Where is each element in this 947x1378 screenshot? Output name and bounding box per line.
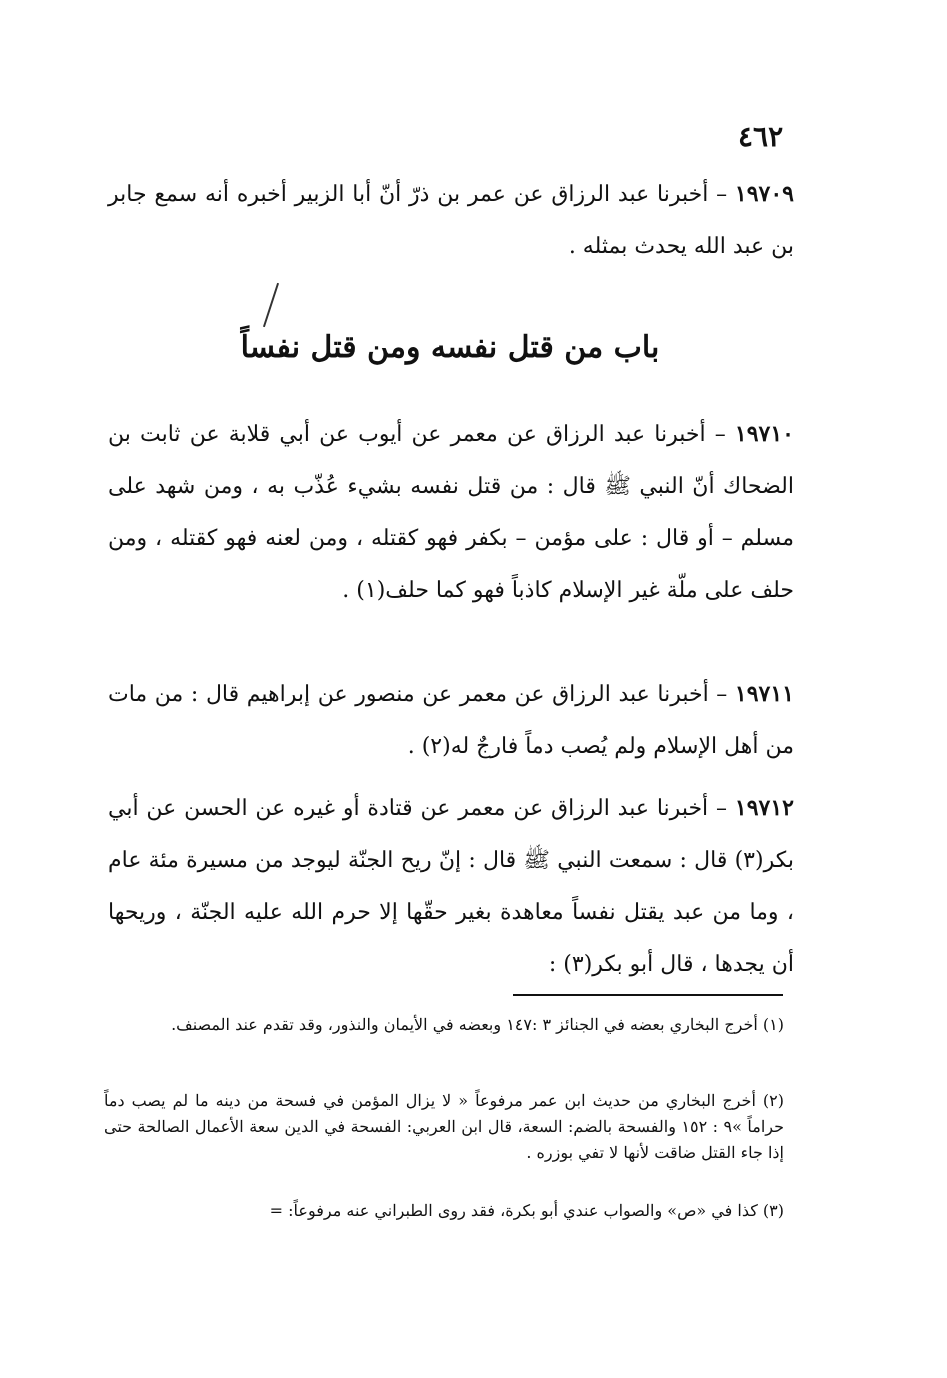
hadith-19712 <box>108 782 794 991</box>
footnote-3: (٣) كذا في «ص» والصواب عندي أبو بكرة، فقد روى الطبراني عنه مرفوعاً: = <box>269 1201 784 1220</box>
hadith-number: ١٩٧١٠ <box>734 421 794 447</box>
hadith-text: – أخبرنا عبد الرزاق عن معمر عن أيوب عن أبي قلابة عن ثابت بن الضحاك أنّ النبي ﷺ قال : من قتل نفسه بشيء عُذّب به ، ومن شهد على مسلم – أو قال : على مؤمن – بكفر فهو كقتله ، ومن لعنه فهو كقتله ، ومن حلف على ملّة غير الإسلام كاذباً فهو كما حلف(١) . <box>108 422 794 603</box>
hadith-19711 <box>108 668 794 773</box>
hadith-text: – أخبرنا عبد الرزاق عن معمر عن قتادة أو غيره عن الحسن عن أبي بكر(٣) قال : سمعت النبي ﷺ قال : إنّ ريح الجنّة ليوجد من مسيرة مئة عام ، وما من عبد يقتل نفساً معاهدة بغير حقّها إلا حرم الله عليه الجنّة ، وريحها أن يجدها ، قال أبو بكر(٣) : <box>108 796 795 977</box>
stray-pen-mark <box>263 283 279 327</box>
hadith-text: – أخبرنا عبد الرزاق عن معمر عن منصور عن إبراهيم قال : من مات من أهل الإسلام ولم يُصب دماً فارجٌ له(٢) . <box>108 682 794 759</box>
footnote-2: (٢) أخرج البخاري من حديث ابن عمر مرفوعاً « لا يزال المؤمن في فسحة من دينه ما لم يصب دماً حراماً »٩ : ١٥٢ والفسحة بالضم: السعة، قال ابن العربي: الفسحة في الدين سعة الأعمال الصالحة حتى إذا جاء القتل ضاقت لأنها لا تفي بوزره . <box>104 1091 785 1162</box>
hadith-number: ١٩٧١٢ <box>734 795 794 821</box>
page-number: ٤٦٢ <box>738 120 784 153</box>
hadith-text: – أخبرنا عبد الرزاق عن عمر بن ذرّ أنّ أبا الزبير أخبره أنه سمع جابر بن عبد الله يحدث بمثله . <box>108 182 794 259</box>
footnote-1: (١) أخرج البخاري بعضه في الجنائز ٣ :١٤٧ وبعضه في الأيمان والنذور، وقد تقدم عند المصنف. <box>171 1015 784 1034</box>
footnote-separator <box>513 994 783 996</box>
hadith-19710 <box>108 408 794 617</box>
section-title: باب من قتل نفسه ومن قتل نفساً <box>240 330 660 365</box>
hadith-number: ١٩٧٠٩ <box>734 181 794 207</box>
hadith-19709 <box>108 168 794 273</box>
hadith-number: ١٩٧١١ <box>734 681 794 707</box>
